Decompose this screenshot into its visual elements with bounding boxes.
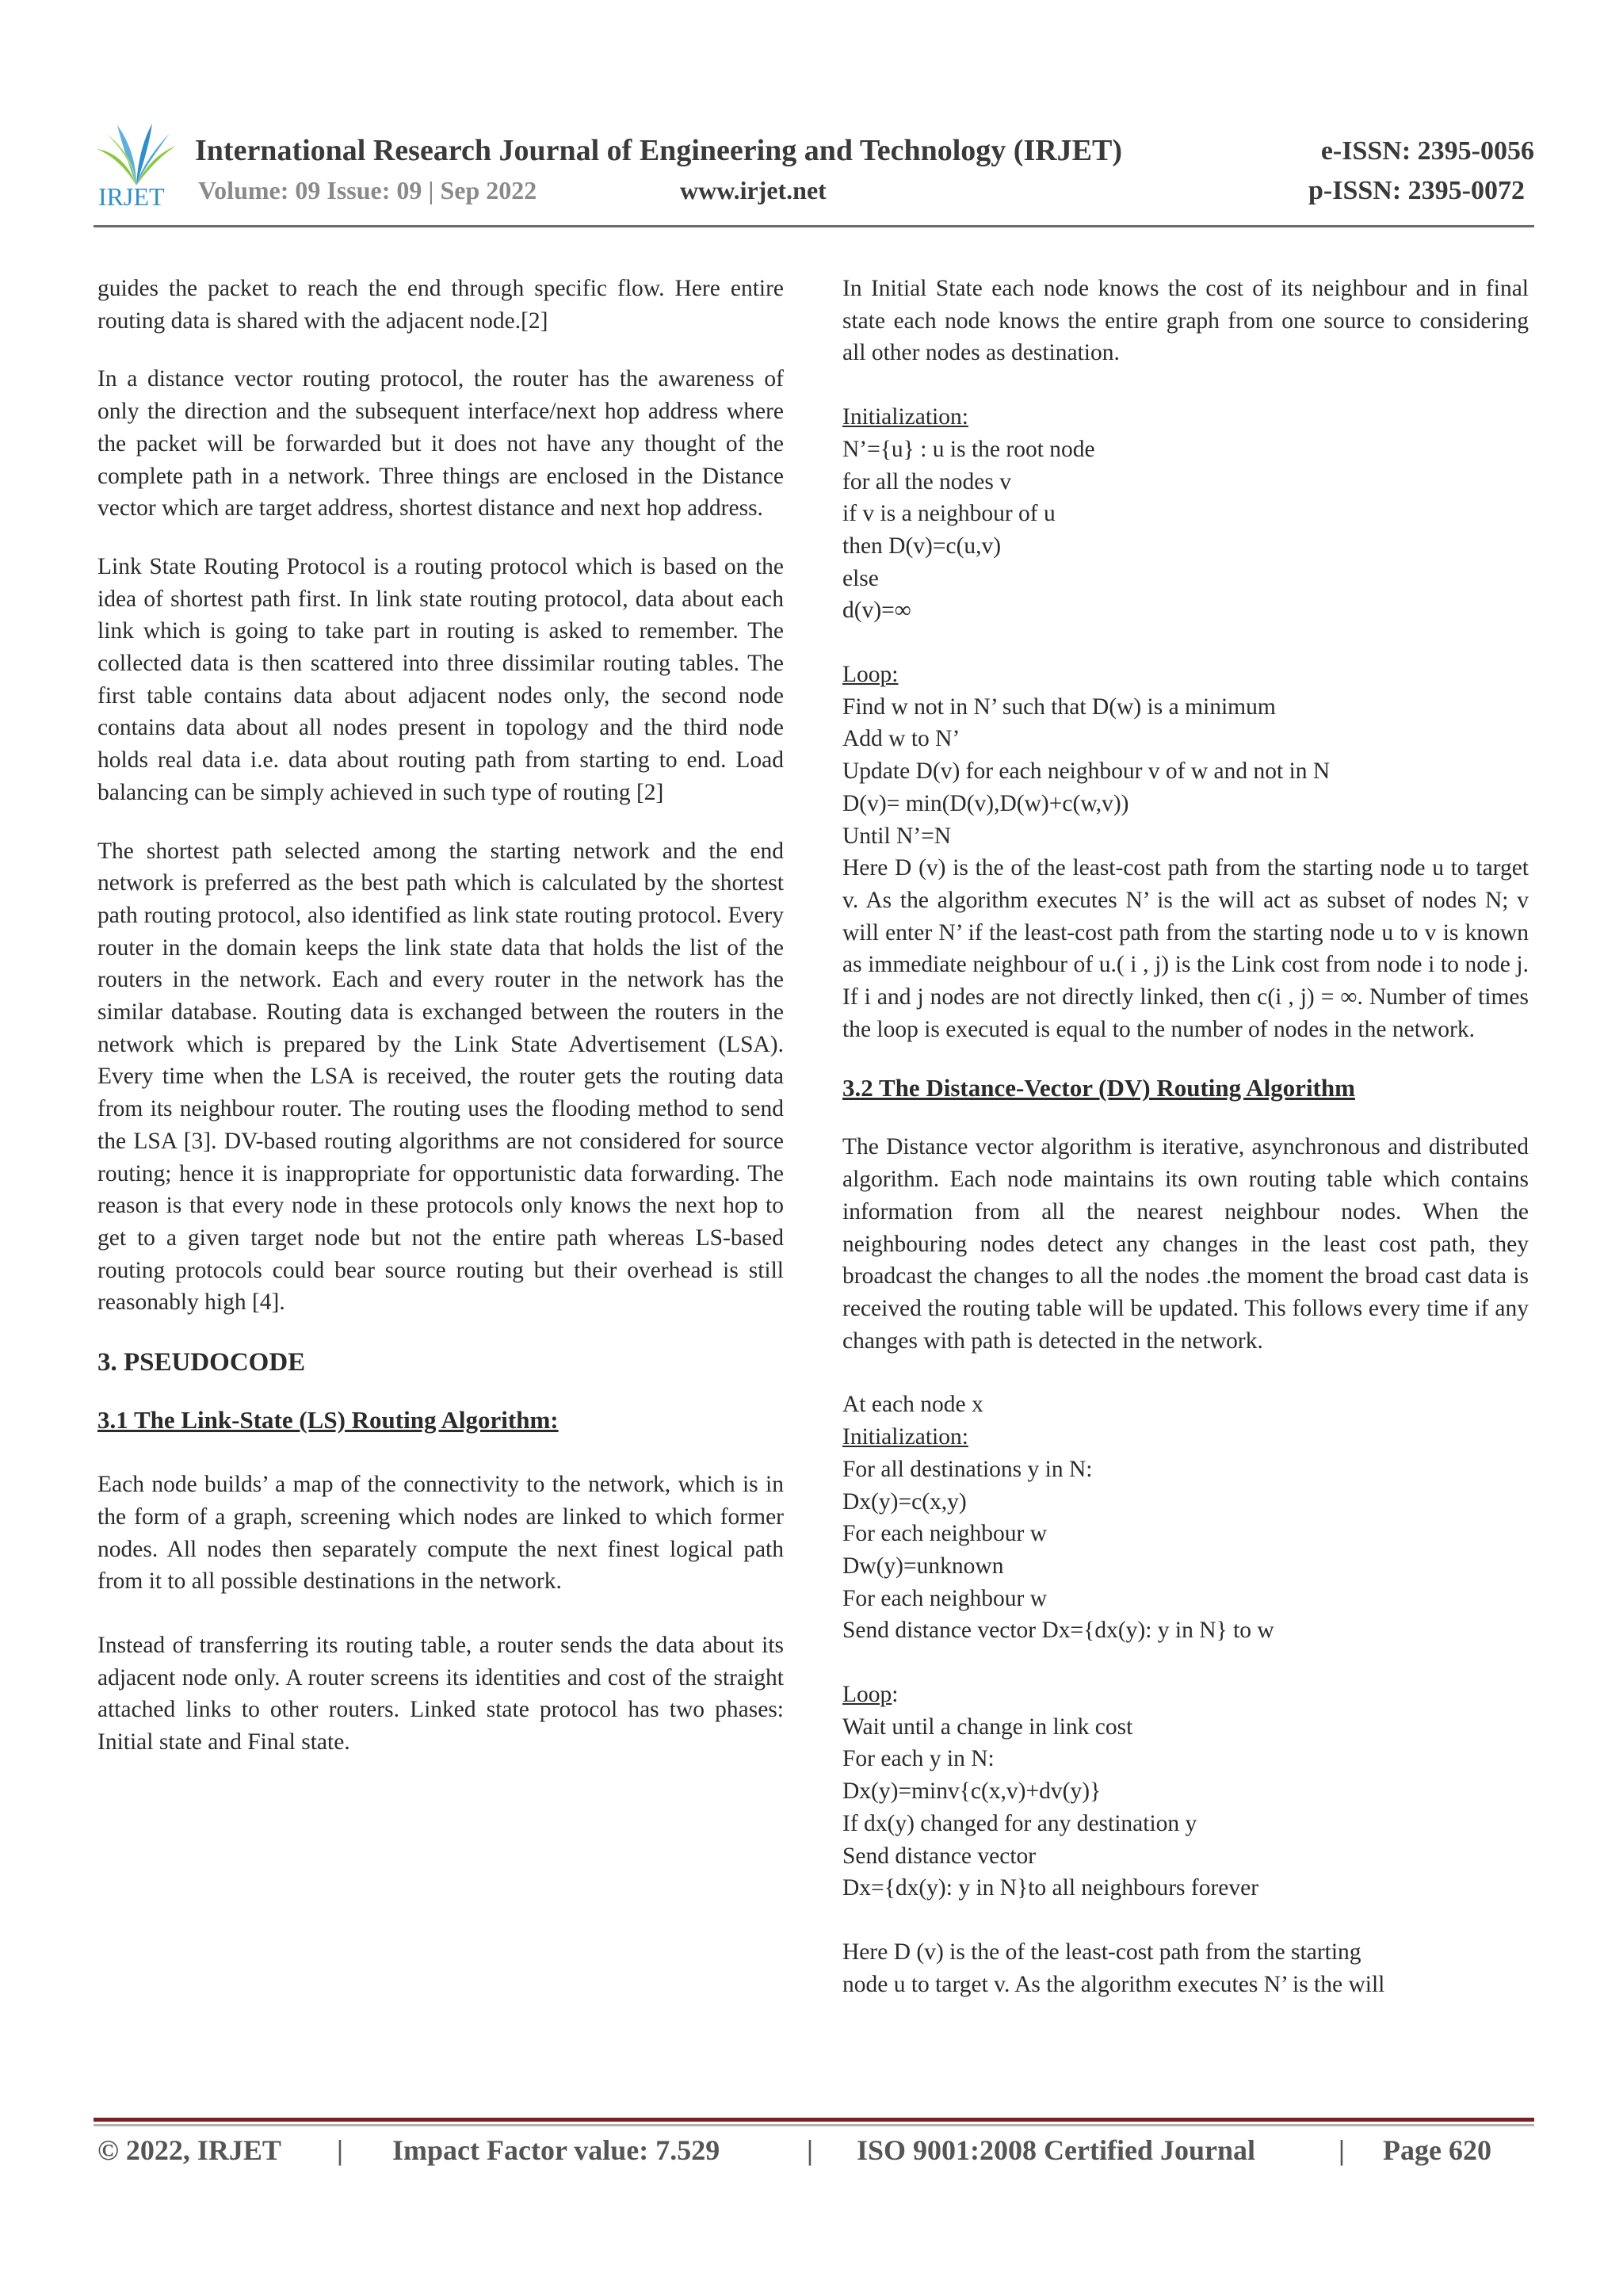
code-line: For all destinations y in N: [842,1456,1093,1482]
paragraph: Here D (v) is the of the least-cost path from the starting node u to target v. As the algorithm executes N’ is the will act as subset of nodes N; v will enter N’ if the least-cost path from the starting node u to v is known as immediate neighbour of u.( i , j) is the Link cost from node i to node j. If i and j nodes are not directly linked, then c(i , j) = ∞. Number of times the loop is executed is equal to the number of nodes in the network. [842,855,1529,1042]
page-header [94,119,1534,230]
code-line: Dw(y)=unknown [842,1553,1004,1579]
paragraph-line: node u to target v. As the algorithm executes N’ is the will [842,1971,1385,1997]
section-heading: 3. PSEUDOCODE [97,1348,306,1377]
code-line: Dx(y)=minv{c(x,v)+dv(y)} [842,1778,1102,1805]
code-line: N’={u} : u is the root node [842,436,1095,462]
code-line: For each neighbour w [842,1585,1048,1611]
code-line: Update D(v) for each neighbour v of w and not in N [842,758,1331,785]
website-link[interactable]: www.irjet.net [680,176,827,204]
irjet-logo [94,119,179,214]
code-line: Find w not in N’ such that D(w) is a minimum [842,693,1276,720]
code-line: If dx(y) changed for any destination y [842,1810,1197,1836]
code-line: Until N’=N [842,823,952,849]
code-line: Dx={dx(y): y in N}to all neighbours forever [842,1875,1259,1901]
paragraph-line: Here D (v) is the of the least-cost path from the starting [842,1939,1361,1965]
paragraph: Instead of transferring its routing table, a router sends the data about its adjacent node only. A router screens its identities and cost of the straight attached links to other routers. Linked state protocol has two phases: Initial state and Final state. [97,1632,784,1755]
code-line: else [842,565,879,591]
paragraph: In a distance vector routing protocol, the router has the awareness of only the direction and the subsequent interface/next hop address where the packet will be forwarded but it does not have any thought of the complete path in a network. Three things are enclosed in the Distance vector which are target address, shortest distance and next hop address. [97,366,784,521]
ls-loop-label: Loop: [842,662,899,688]
dv-loop-label [842,1679,1529,1711]
page-footer [97,2134,1532,2173]
paragraph: The Distance vector algorithm is iterative, asynchronous and distributed algorithm. Each node maintains its own routing table which contains information from all the nearest neighbour nodes. When the neighbouring nodes detect any changes in the least cost path, they broadcast the changes to all the nodes .the moment the broad cast data is received the routing table will be updated. This follows every time if any changes with path is detected in the network. [842,1134,1529,1354]
dv-init-label: Initialization: [842,1424,968,1450]
leaf-logo-icon [94,119,179,190]
code-line: Dx(y)=c(x,y) [842,1488,967,1515]
code-line: if v is a neighbour of u [842,501,1056,527]
code-line: Send distance vector Dx={dx(y): y in N} to w [842,1618,1274,1644]
code-line: For each neighbour w [842,1521,1048,1547]
paragraph: In Initial State each node knows the cost of its neighbour and in final state each node knows the entire graph from one source to considering all other nodes as destination. [842,276,1529,366]
journal-title: International Research Journal of Engineering and Technology (IRJET) [195,134,1123,167]
right-column [842,273,1529,2000]
p-issn: p-ISSN: 2395-0072 [1308,176,1525,205]
paragraph: The shortest path selected among the starting network and the end network is preferred as the best path which is calculated by the shortest path routing protocol, also identified as link state routing protocol. Every router in the domain keeps the link state data that holds the list of the routers in the network. Each and every router in the network has the similar database. Routing data is exchanged between the routers in the network which is prepared by the Link State Advertisement (LSA). Every time when the LSA is received, the router gets the routing data from its neighbour router. The routing uses the flooding method to send the LSA [3]. DV-based routing algorithms are not considered for source routing; hence it is inappropriate for opportunistic data forwarding. The reason is that every node in these protocols only knows the next hop to get to a given target node but not the entire path whereas LS-based routing protocols could bear source routing but their overhead is still reasonably high [4]. [97,838,784,1316]
code-line: Send distance vector [842,1843,1037,1869]
iso-certification: ISO 9001:2008 Certified Journal [857,2134,1255,2166]
volume-issue: Volume: 09 Issue: 09 | Sep 2022 [198,176,537,204]
footer-divider-secondary [94,2124,1534,2126]
code-line: then D(v)=c(u,v) [842,533,1002,559]
footer-separator: | [807,2134,813,2166]
footer-separator: | [337,2134,343,2166]
code-line: for all the nodes v [842,468,1011,495]
code-line: For each y in N: [842,1746,995,1772]
code-line: Wait until a change in link cost [842,1713,1133,1740]
code-line: d(v)=∞ [842,598,911,624]
dv-loop-colon: : [892,1682,899,1708]
e-issn: e-ISSN: 2395-0056 [1320,136,1534,166]
paragraph: Each node builds’ a map of the connectivity to the network, which is in the form of a graph, screening which nodes are linked to which former nodes. All nodes then separately compute the next finest logical path from it to all possible destinations in the network. [97,1472,784,1595]
dv-loop-word: Loop [842,1682,892,1708]
code-line: At each node x [842,1392,983,1418]
footer-divider [94,2118,1534,2122]
code-line: Add w to N’ [842,726,960,752]
paragraph: Link State Routing Protocol is a routing protocol which is based on the idea of shortest path first. In link state routing protocol, data about each link which is going to take part in routing is asked to remember. The collected data is then scattered into three dissimilar routing tables. The first table contains data about adjacent nodes only, the second node contains data about all nodes present in topology and the third node holds real data i.e. data about routing path from starting to end. Load balancing can be simply achieved in such type of routing [2] [97,553,784,805]
left-column [97,273,784,1759]
footer-separator: | [1338,2134,1345,2166]
page-number: Page 620 [1383,2134,1491,2166]
header-divider [94,225,1534,227]
code-line: D(v)= min(D(v),D(w)+c(w,v)) [842,790,1129,816]
copyright: © 2022, IRJET [97,2134,281,2166]
paragraph: guides the packet to reach the end through specific flow. Here entire routing data is shared with the adjacent node.[2] [97,276,784,334]
impact-factor: Impact Factor value: 7.529 [392,2134,720,2166]
subsection-heading: 3.1 The Link-State (LS) Routing Algorithm: [97,1406,559,1435]
subsection-heading: 3.2 The Distance-Vector (DV) Routing Algorithm [842,1074,1355,1102]
ls-init-label: Initialization: [842,404,968,430]
logo-text: IRJET [98,182,165,211]
